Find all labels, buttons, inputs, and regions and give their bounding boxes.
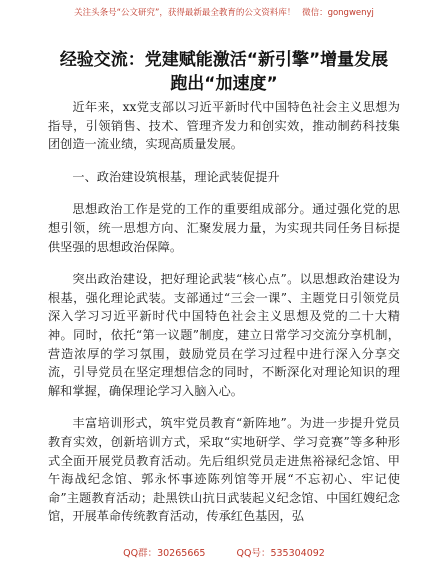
header-banner [0,6,448,18]
intro-paragraph: 近年来，xx党支部以习近平新时代中国特色社会主义思想为指导，引领销售、技术、管理齐发力和创实效，推动制药科技集团创造一流业绩，实现高质量发展。 [48,100,400,152]
footer [0,545,448,559]
footer-qq-number: QQ号：535304092 [236,548,325,559]
footer-qq-group: QQ群：30265665 [123,548,206,559]
body-paragraph-3: 丰富培训形式，筑牢党员教育“新阵地”。为进一步提升党员教育实效，创新培训方式，采取“实地研学、学习竞赛”等多种形式全面开展党员教育活动。先后组织党员走进焦裕禄纪念馆、甲午海战纪念馆、郭永怀事迹陈列馆等开展“不忘初心、牢记使命”主题教育活动；赴黑铁山抗日武装起义纪念馆、中国红嫂纪念馆，开展革命传统教育活动，传承红色基因，弘 [48,416,400,524]
body-paragraph-2: 突出政治建设，把好理论武装“核心点”。以思想政治建设为根基，强化理论武装。支部通过“三会一课”、主题党日引领党员深入学习习近平新时代中国特色社会主义思想及党的二十大精神。同时，依托“第一议题”制度，建立日常学习交流分享机制，营造浓厚的学习氛围，鼓励党员在学习过程中进行深入分享交流，引导党员在坚定理想信念的同时，不断深化对理论知识的理解和掌握，确保理论学习入脑入心。 [48,272,400,398]
title-line-1: 经验交流：党建赋能激活“新引擎”增量发展 [59,50,389,70]
section-heading-1: 一、政治建设筑根基，理论武装促提升 [72,169,280,184]
body-paragraph-1: 思想政治工作是党的工作的重要组成部分。通过强化党的思想引领，统一思想方向、汇聚发展力量，为实现共同任务目标提供坚强的思想政治保障。 [48,202,400,254]
title-line-2: 跑出“加速度” [170,74,278,94]
header-banner-text: 关注头条号“公文研究”，获得最新最全教育的公文资料库！ [74,8,296,18]
document-title [40,48,408,96]
header-wechat-text: 微信：gongwenyj [302,8,374,18]
document-body [48,98,400,540]
